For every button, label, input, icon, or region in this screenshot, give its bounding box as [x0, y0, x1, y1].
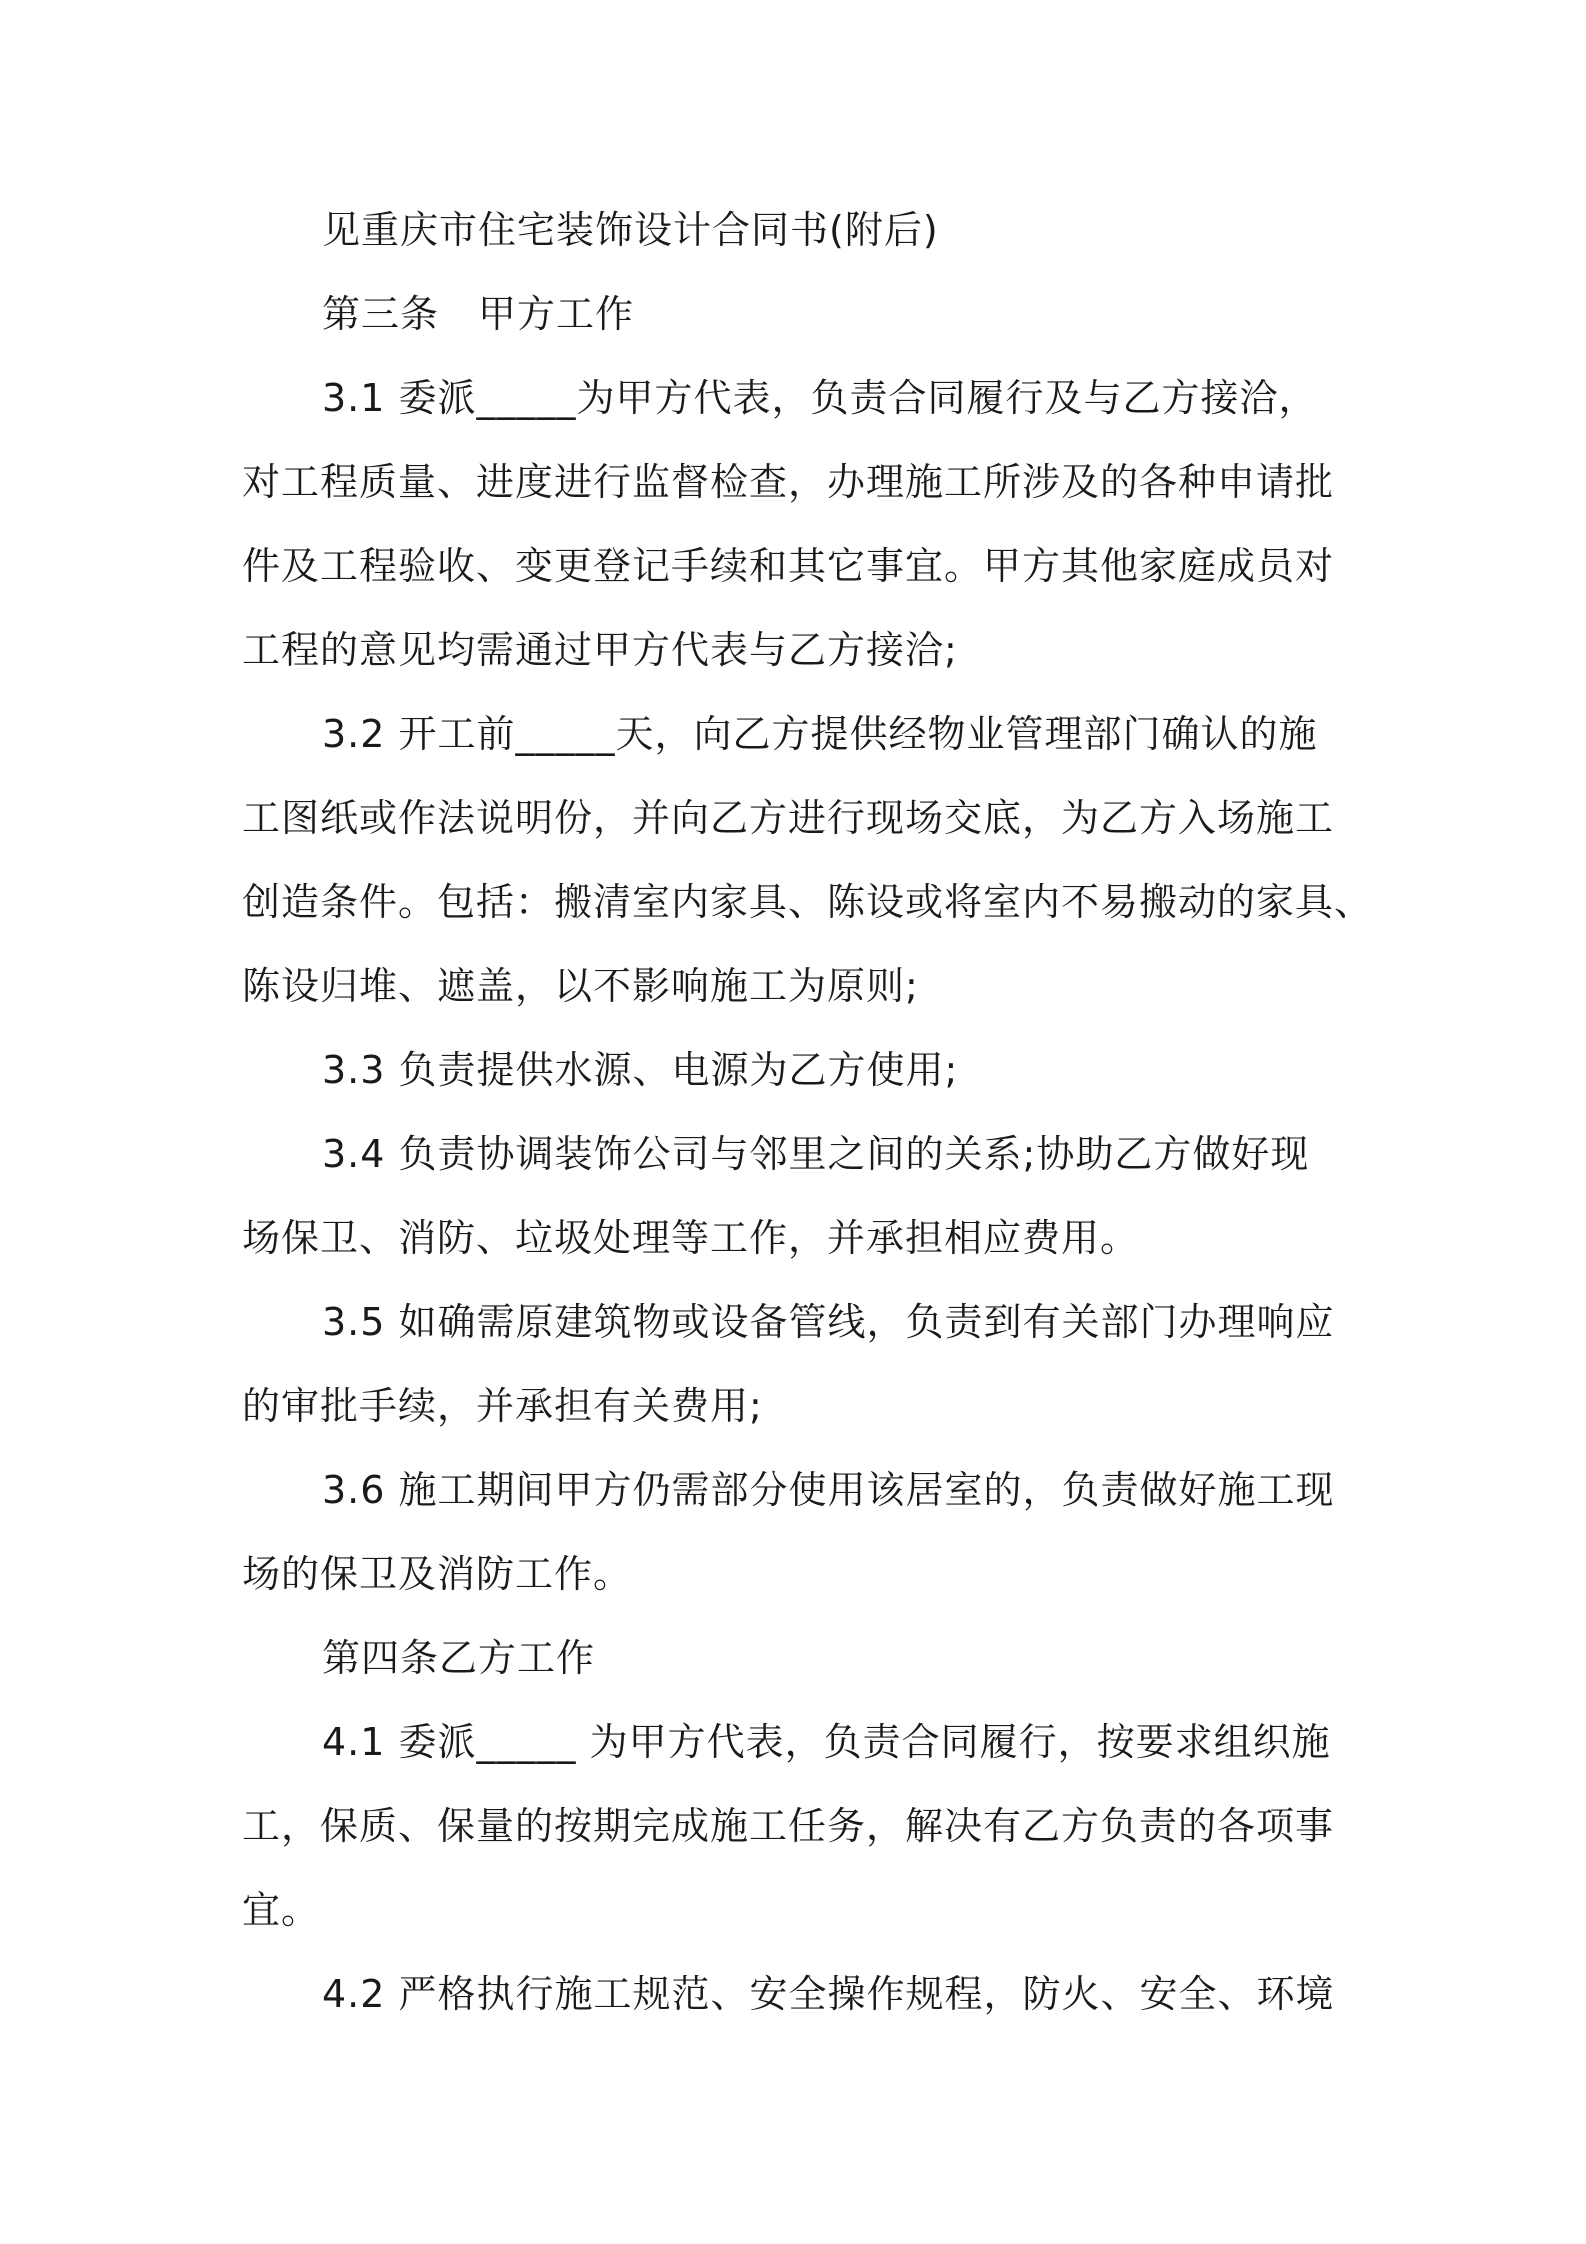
text-line: 宜。 [242, 1888, 321, 1932]
text-line: 的审批手续，并承担有关费用; [242, 1384, 763, 1428]
text-line: 4.1 委派_____ 为甲方代表，负责合同履行，按要求组织施 [322, 1720, 1331, 1764]
text-line: 工，保质、保量的按期完成施工任务，解决有乙方负责的各项事 [242, 1804, 1335, 1848]
text-line: 3.6 施工期间甲方仍需部分使用该居室的，负责做好施工现 [322, 1468, 1335, 1512]
text-line: 3.4 负责协调装饰公司与邻里之间的关系;协助乙方做好现 [322, 1132, 1310, 1176]
section-heading: 第三条 甲方工作 [322, 292, 635, 336]
text-line: 对工程质量、进度进行监督检查，办理施工所涉及的各种申请批 [242, 460, 1335, 504]
text-line: 工程的意见均需通过甲方代表与乙方接洽; [242, 628, 958, 672]
text-line: 3.3 负责提供水源、电源为乙方使用; [322, 1048, 959, 1092]
text-line: 4.2 严格执行施工规范、安全操作规程，防火、安全、环境 [322, 1972, 1335, 2016]
text-line: 陈设归堆、遮盖，以不影响施工为原则; [242, 964, 919, 1008]
text-line: 件及工程验收、变更登记手续和其它事宜。甲方其他家庭成员对 [242, 544, 1335, 588]
section-heading: 第四条乙方工作 [322, 1636, 596, 1680]
text-line: 场保卫、消防、垃圾处理等工作，并承担相应费用。 [242, 1216, 1140, 1260]
text-line: 创造条件。包括：搬清室内家具、陈设或将室内不易搬动的家具、 [242, 880, 1374, 924]
text-line: 3.1 委派_____为甲方代表，负责合同履行及与乙方接洽， [322, 376, 1318, 420]
text-line: 见重庆市住宅装饰设计合同书(附后) [322, 208, 939, 252]
text-line: 3.2 开工前_____天，向乙方提供经物业管理部门确认的施 [322, 712, 1318, 756]
text-line: 工图纸或作法说明份，并向乙方进行现场交底，为乙方入场施工 [242, 796, 1335, 840]
text-line: 3.5 如确需原建筑物或设备管线，负责到有关部门办理响应 [322, 1300, 1335, 1344]
text-line: 场的保卫及消防工作。 [242, 1552, 633, 1596]
